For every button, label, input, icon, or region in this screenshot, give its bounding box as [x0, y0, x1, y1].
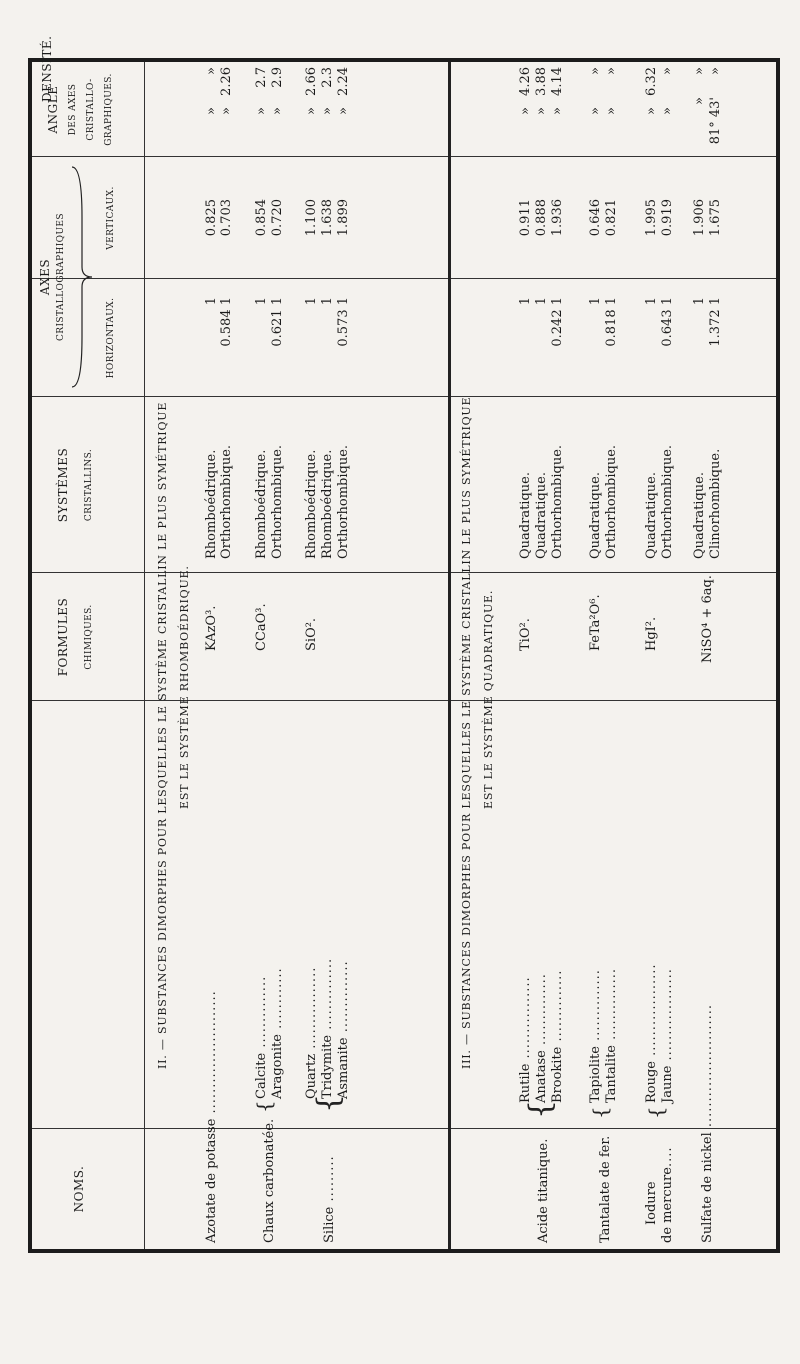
row-density: 4.26	[518, 67, 533, 96]
row-axes-v: 0.703	[219, 199, 234, 237]
row-axes-h: 1	[588, 297, 603, 306]
brace-icon: {	[644, 1106, 668, 1119]
header-noms: NOMS.	[72, 1165, 86, 1213]
row-density: »	[708, 67, 723, 75]
header-verticaux: VERTICAUX.	[106, 186, 116, 250]
section-rule	[448, 62, 451, 1249]
header-angle-2: DES AXES	[68, 83, 78, 136]
row-name: Azotate de potasse ........................	[204, 990, 219, 1243]
brace-icon: {	[588, 1106, 612, 1119]
row-variety: Asmanite ..............	[336, 960, 351, 1099]
row-density: 2.3	[320, 67, 335, 88]
row-axes-h: 0.643 1	[660, 297, 675, 347]
row-axes-h: 1	[304, 297, 319, 306]
header-formules: FORMULES	[56, 597, 70, 677]
row-axes-v: 0.888	[534, 199, 549, 237]
header-cristallographiques: CRISTALLOGRAPHIQUES	[56, 213, 66, 341]
row-formula: SiO².	[304, 617, 319, 651]
row-name: Silice .........	[322, 1155, 337, 1243]
row-system: Quadratique.	[644, 472, 659, 559]
header-systemes: SYSTÈMES	[56, 447, 70, 523]
row-density: 2.66	[304, 67, 319, 96]
header-rule	[144, 62, 145, 1249]
header-angle-3: CRISTALLO-	[86, 78, 96, 141]
row-name: Sulfate de nickel ........................	[700, 1003, 715, 1243]
row-angle: »	[219, 107, 234, 115]
brace-icon: {	[311, 1093, 346, 1113]
header-horizontaux: HORIZONTAUX.	[106, 297, 116, 379]
row-axes-h: 1	[320, 297, 335, 306]
row-system: Orthorhombique.	[219, 444, 234, 559]
row-density: »	[588, 67, 603, 75]
row-axes-h: 1	[692, 297, 707, 306]
row-axes-h: 0.242 1	[550, 297, 565, 347]
row-axes-h: 1	[518, 297, 533, 306]
row-angle: »	[336, 107, 351, 115]
row-variety: Quartz ................	[304, 966, 319, 1099]
row-angle: »	[644, 107, 659, 115]
header-densite: DENSITÉ.	[40, 35, 54, 102]
table-frame	[28, 58, 780, 1253]
row-density: »	[660, 67, 675, 75]
row-axes-h: 0.573 1	[336, 297, 351, 347]
row-system: Orthorhombique.	[660, 444, 675, 559]
row-variety: Rutile ................	[518, 976, 533, 1103]
row-system: Clinorhombique.	[708, 448, 723, 559]
row-name: Acide titanique.	[536, 1138, 551, 1243]
header-axes: AXES	[38, 258, 52, 296]
row-angle: 81° 43'	[708, 97, 723, 145]
row-axes-h: 0.621 1	[270, 297, 285, 347]
row-density: »	[692, 67, 707, 75]
row-system: Orthorhombique.	[604, 444, 619, 559]
row-name: Tantalate de fer.	[598, 1135, 613, 1243]
row-axes-v: 1.995	[644, 199, 659, 237]
row-angle: »	[660, 107, 675, 115]
row-angle: »	[518, 107, 533, 115]
row-axes-v: 0.919	[660, 199, 675, 237]
row-axes-h: 1	[644, 297, 659, 306]
row-variety: Calcite ..............	[254, 975, 269, 1099]
row-axes-v: 1.638	[320, 199, 335, 237]
row-density: 2.24	[336, 67, 351, 96]
row-axes-v: 0.911	[518, 199, 533, 237]
row-axes-v: 0.854	[254, 199, 269, 237]
rotated-table	[32, 62, 776, 1249]
row-system: Rhomboédrique.	[254, 449, 269, 559]
row-formula: KAzO³.	[204, 605, 219, 651]
row-variety: Brookite ..............	[550, 969, 565, 1103]
row-axes-h: 1	[534, 297, 549, 306]
row-angle: »	[692, 97, 707, 105]
row-axes-v: 1.906	[692, 199, 707, 237]
row-system: Quadratique.	[518, 472, 533, 559]
row-variety: Jaune ..................	[660, 968, 675, 1103]
row-formula: NiSO⁴ + 6aq.	[700, 575, 715, 663]
row-name: Iodure	[644, 1181, 659, 1225]
header-chimiques: CHIMIQUES.	[84, 604, 94, 670]
row-axes-v: 0.646	[588, 199, 603, 237]
row-name: de mercure....	[660, 1146, 675, 1243]
row-system: Quadratique.	[534, 472, 549, 559]
row-angle: »	[304, 107, 319, 115]
row-angle: »	[588, 107, 603, 115]
row-density: 2.7	[254, 67, 269, 88]
row-angle: »	[204, 107, 219, 115]
row-density: 6.32	[644, 67, 659, 96]
row-angle: »	[550, 107, 565, 115]
row-axes-h: 1	[204, 297, 219, 306]
row-formula: TiO².	[518, 618, 533, 651]
row-formula: CCaO³.	[254, 603, 269, 651]
row-angle: »	[270, 107, 285, 115]
section-3-title: III. — SUBSTANCES DIMORPHES POUR LESQUELLES LE SYSTÈME CRISTALLIN LE PLUS SYMÉTRIQUE	[460, 396, 473, 1069]
brace-icon: {	[523, 1099, 558, 1119]
brace-icon: {	[252, 1100, 276, 1113]
row-density: 3.88	[534, 67, 549, 96]
row-density: »	[204, 67, 219, 75]
row-system: Orthorhombique.	[336, 444, 351, 559]
row-axes-v: 0.825	[204, 199, 219, 237]
row-variety: Aragonite ............	[270, 967, 285, 1099]
header-cristallins: CRISTALLINS.	[84, 448, 94, 522]
axes-brace-icon	[68, 157, 94, 397]
row-density: »	[604, 67, 619, 75]
header-angle: ANGLE	[46, 85, 60, 134]
row-axes-v: 0.821	[604, 199, 619, 237]
row-angle: »	[254, 107, 269, 115]
row-axes-h: 0.584 1	[219, 297, 234, 347]
row-formula: FeTa²O⁶.	[588, 594, 603, 651]
row-system: Quadratique.	[588, 472, 603, 559]
row-axes-v: 0.720	[270, 199, 285, 237]
row-variety: Tapiolite ..............	[588, 969, 603, 1103]
row-variety: Tridymite ..............	[320, 957, 335, 1099]
section-2-subtitle: EST LE SYSTÈME RHOMBOÉDRIQUE.	[178, 565, 191, 809]
row-system: Orthorhombique.	[270, 444, 285, 559]
row-system: Rhomboédrique.	[304, 449, 319, 559]
section-3-subtitle: EST LE SYSTÈME QUADRATIQUE.	[482, 589, 495, 809]
row-formula: HgI².	[644, 616, 659, 651]
row-axes-v: 1.100	[304, 199, 319, 237]
row-system: Orthorhombique.	[550, 444, 565, 559]
row-system: Rhomboédrique.	[204, 449, 219, 559]
row-name: Chaux carbonatée.	[262, 1118, 277, 1243]
row-angle: »	[320, 107, 335, 115]
row-system: Rhomboédrique.	[320, 449, 335, 559]
row-axes-h: 0.818 1	[604, 297, 619, 347]
row-axes-v: 1.899	[336, 199, 351, 237]
row-angle: »	[534, 107, 549, 115]
row-variety: Rouge ..................	[644, 963, 659, 1103]
row-axes-v: 1.675	[708, 199, 723, 237]
row-density: 4.14	[550, 67, 565, 96]
section-2-title: II. — SUBSTANCES DIMORPHES POUR LESQUELLES LE SYSTÈME CRISTALLIN LE PLUS SYMÉTRIQUE	[156, 401, 169, 1069]
row-axes-h: 1	[254, 297, 269, 306]
row-density: 2.26	[219, 67, 234, 96]
row-variety: Tantalite ..............	[604, 968, 619, 1103]
header-angle-4: GRAPHIQUES.	[104, 73, 114, 146]
row-density: 2.9	[270, 67, 285, 88]
row-variety: Anatase ..............	[534, 973, 549, 1103]
row-axes-v: 1.936	[550, 199, 565, 237]
row-angle: »	[604, 107, 619, 115]
row-axes-h: 1.372 1	[708, 297, 723, 347]
row-system: Quadratique.	[692, 472, 707, 559]
